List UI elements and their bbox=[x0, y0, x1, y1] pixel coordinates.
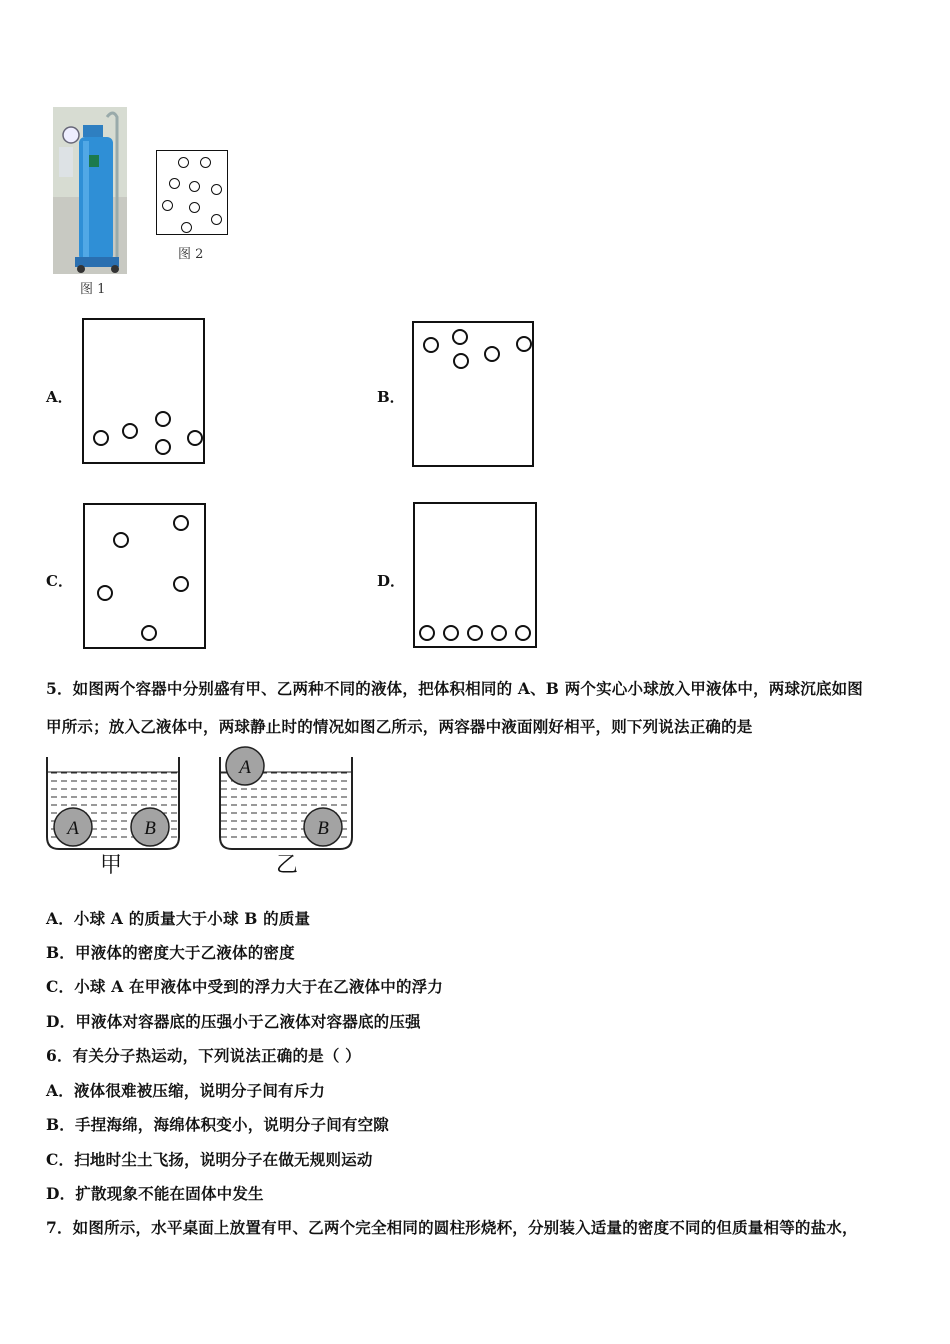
q5-option-d: D．甲液体对容器底的压强小于乙液体对容器底的压强 bbox=[46, 1012, 421, 1031]
q5-option-b: B．甲液体的密度大于乙液体的密度 bbox=[46, 943, 295, 962]
molecule bbox=[516, 336, 532, 352]
label-jia: 甲 bbox=[99, 853, 123, 878]
molecule bbox=[467, 625, 483, 641]
molecule bbox=[443, 625, 459, 641]
figure-2-box bbox=[156, 150, 228, 235]
molecule bbox=[419, 625, 435, 641]
molecule bbox=[173, 576, 189, 592]
q5-option-c: C．小球 A 在甲液体中受到的浮力大于在乙液体中的浮力 bbox=[46, 977, 444, 996]
container-jia bbox=[47, 757, 179, 878]
yi-ball-b-label: B bbox=[317, 818, 329, 839]
molecule bbox=[162, 200, 173, 211]
molecule bbox=[189, 202, 200, 213]
figure-1-caption: 图 1 bbox=[80, 282, 106, 297]
option-d-label: D． bbox=[377, 572, 406, 590]
q5-stem-line1: 5．如图两个容器中分别盛有甲、乙两种不同的液体，把体积相同的 A、B 两个实心小球放入甲液体中，两球沉底如图 bbox=[46, 679, 864, 698]
molecule bbox=[189, 181, 200, 192]
option-c-box bbox=[83, 503, 206, 649]
molecule bbox=[173, 515, 189, 531]
molecule bbox=[423, 337, 439, 353]
molecule bbox=[155, 411, 171, 427]
molecule bbox=[211, 214, 222, 225]
molecule bbox=[515, 625, 531, 641]
molecule bbox=[491, 625, 507, 641]
q6-stem: 6．有关分子热运动，下列说法正确的是（ ） bbox=[46, 1046, 361, 1065]
figure-2-caption: 图 2 bbox=[178, 247, 204, 262]
molecule bbox=[169, 178, 180, 189]
molecule bbox=[453, 353, 469, 369]
molecule bbox=[93, 430, 109, 446]
option-a-box bbox=[82, 318, 205, 464]
option-d-box bbox=[413, 502, 537, 648]
label-yi: 乙 bbox=[275, 853, 299, 878]
molecule bbox=[484, 346, 500, 362]
yi-ball-a-label: A bbox=[239, 757, 251, 778]
option-c-label: C． bbox=[46, 572, 73, 590]
option-b-box bbox=[412, 321, 534, 467]
q5-stem-line2: 甲所示；放入乙液体中，两球静止时的情况如图乙所示，两容器中液面刚好相平，则下列说法正确的是 bbox=[46, 717, 753, 736]
q5-containers-figure bbox=[40, 745, 370, 880]
container-yi bbox=[220, 747, 352, 878]
q6-option-d: D．扩散现象不能在固体中发生 bbox=[46, 1184, 264, 1203]
molecule bbox=[122, 423, 138, 439]
q7-stem: 7．如图所示，水平桌面上放置有甲、乙两个完全相同的圆柱形烧杯，分别装入适量的密度不同的但质量相等的盐水， bbox=[46, 1218, 858, 1237]
molecule bbox=[141, 625, 157, 641]
molecule bbox=[452, 329, 468, 345]
jia-ball-a-label: A bbox=[67, 818, 79, 839]
q6-option-b: B．手捏海绵，海绵体积变小，说明分子间有空隙 bbox=[46, 1115, 390, 1134]
gas-cylinder-photo bbox=[53, 107, 127, 274]
molecule bbox=[178, 157, 189, 168]
option-b-label: B． bbox=[377, 388, 405, 406]
molecule bbox=[187, 430, 203, 446]
q6-option-c: C．扫地时尘土飞扬，说明分子在做无规则运动 bbox=[46, 1150, 373, 1169]
q5-option-a: A．小球 A 的质量大于小球 B 的质量 bbox=[46, 909, 311, 928]
molecule bbox=[155, 439, 171, 455]
molecule bbox=[200, 157, 211, 168]
molecule bbox=[211, 184, 222, 195]
option-a-label: A． bbox=[46, 388, 73, 406]
jia-ball-b-label: B bbox=[144, 818, 156, 839]
q6-option-a: A．液体很难被压缩，说明分子间有斥力 bbox=[46, 1081, 326, 1100]
molecule bbox=[97, 585, 113, 601]
molecule bbox=[113, 532, 129, 548]
molecule bbox=[181, 222, 192, 233]
